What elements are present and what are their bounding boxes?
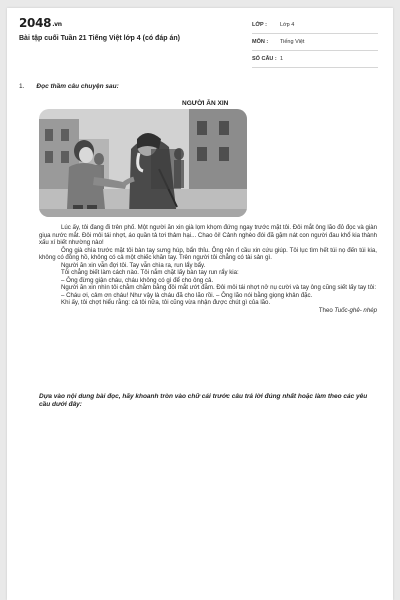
- story-paragraph: Khi ấy, tôi chợt hiểu rằng: cả tôi nữa, tôi cũng vừa nhận được chút gì của lão.: [61, 299, 271, 306]
- story-paragraph: Người ăn xin nhìn tôi chằm chằm bằng đôi mắt ướt đẫm. Đôi môi tái nhợt nở nụ cười và tay ông cũng siết lấy tay tôi:: [61, 284, 377, 291]
- meta-label: SỐ CÂU :: [252, 56, 277, 62]
- meta-label: LỚP :: [252, 22, 267, 28]
- question-text: Đọc thầm câu chuyện sau:: [36, 83, 119, 90]
- site-logo[interactable]: [19, 16, 62, 30]
- author-prefix: Theo: [318, 306, 335, 314]
- meta-row-subject: [252, 34, 378, 51]
- author-name: Tuốc-ghê- nhép: [334, 306, 377, 314]
- story-paragraph: Lúc ấy, tôi đang đi trên phố. Một người ăn xin già lọm khọm đứng ngay trước mặt tôi. Đôi mắt ông lão đỏ đọc và giàn giụa nước mắt. Đôi môi tái nhợt, áo quần tả tơi thảm hại... Chao ôi! Cảnh nghèo đói đã gặm nát con người đau khổ kia thành xấu xí biết nhường nào!: [39, 224, 377, 246]
- story-title: NGƯỜI ĂN XIN: [182, 100, 229, 107]
- story-author: [39, 307, 377, 315]
- story-paragraph: – Cháu ơi, cảm ơn cháu! Như vậy là cháu đã cho lão rồi. – Ông lão nói bằng giọng khản đặc.: [61, 291, 313, 299]
- meta-value: Tiếng Việt: [280, 39, 305, 45]
- story-paragraph: – Ông đừng giận cháu, cháu không có gì để cho ông cả.: [61, 276, 214, 284]
- question-number: 1.: [19, 83, 25, 90]
- story-paragraph: Người ăn xin vẫn đợi tôi. Tay vẫn chìa ra, run lẩy bẩy.: [61, 261, 206, 269]
- logo-text: 2048: [19, 16, 52, 30]
- meta-row-class: [252, 17, 378, 34]
- meta-row-question-count: [252, 51, 378, 68]
- meta-value: Lớp 4: [280, 22, 295, 28]
- meta-value: 1: [280, 56, 284, 62]
- meta-label: MÔN :: [252, 39, 269, 45]
- meta-info: [252, 17, 378, 68]
- logo-domain: .vn: [52, 21, 62, 28]
- story-paragraph: Ông già chìa trước mặt tôi bàn tay sưng húp, bẩn thỉu. Ông rên rỉ cầu xin cứu giúp. Tôi lục tìm hết túi nọ đến túi kia, không có đồng hồ, không có cả một chiếc khăn tay. Trên người tôi chẳng có tài sản gì.: [39, 246, 377, 261]
- story-illustration-image: [39, 109, 247, 217]
- question-prompt: [19, 83, 119, 90]
- story-text: [39, 224, 377, 314]
- instruction-text: Dựa vào nội dung bài đọc, hãy khoanh tròn vào chữ cái trước câu trả lời đúng nhất hoặc làm theo các yêu cầu dưới đây:: [39, 393, 368, 408]
- document-title: Bài tập cuối Tuần 21 Tiếng Việt lớp 4 (có đáp án): [19, 35, 180, 42]
- header: [7, 8, 393, 68]
- story-paragraph: Tôi chẳng biết làm cách nào. Tôi nắm chặt lấy bàn tay run rẩy kia:: [61, 269, 239, 276]
- worksheet-page: [7, 8, 393, 600]
